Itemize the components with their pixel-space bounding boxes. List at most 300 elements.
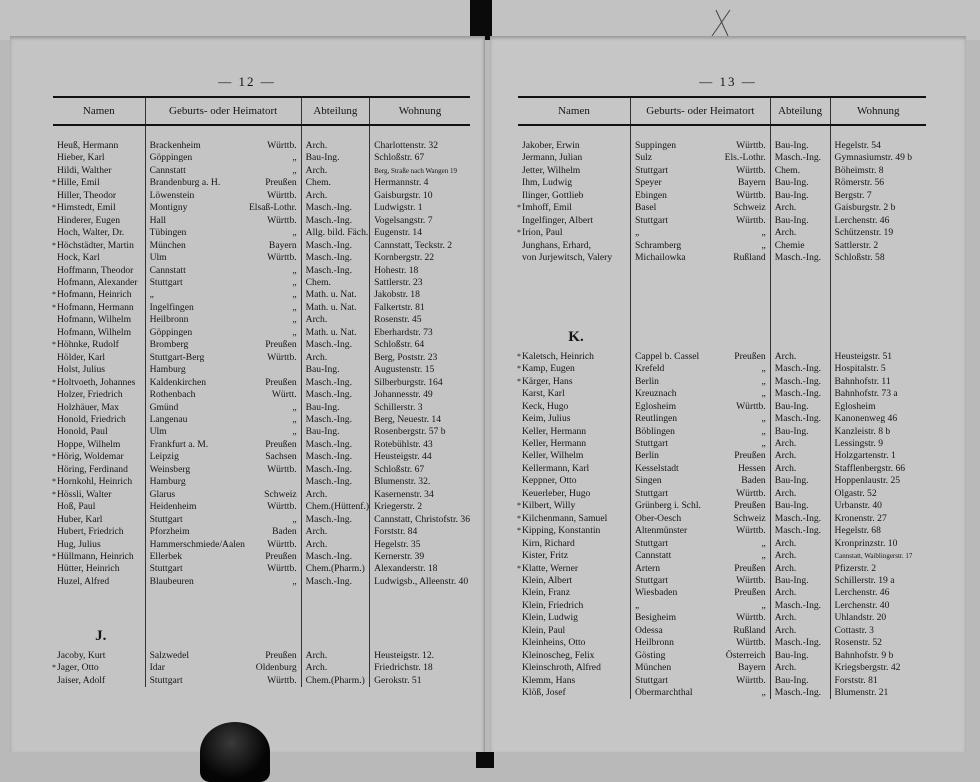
department: Masch.-Ing. <box>770 525 830 537</box>
column-header-residence: Wohnung <box>830 97 926 125</box>
birthplace: Brandenburg a. H. <box>145 177 245 189</box>
birthplace: Singen <box>631 475 713 487</box>
column-header-birthplace: Geburts- oder Heimatort <box>145 97 301 125</box>
table-row <box>518 152 926 164</box>
table-row <box>518 240 926 252</box>
student-name: Kleinheins, Otto <box>522 637 586 649</box>
department: Bau-Ing. <box>770 500 830 512</box>
residence-address: Stafflenbergstr. 66 <box>830 463 926 475</box>
department: Bau-Ing. <box>301 152 369 164</box>
student-roster-table <box>53 96 470 687</box>
birthplace: Speyer <box>631 177 713 189</box>
student-name: Klöß, Josef <box>522 687 566 699</box>
department: Arch. <box>770 227 830 239</box>
birthplace: Ingelfingen <box>145 302 245 314</box>
student-name: Keppner, Otto <box>522 475 577 487</box>
department: Arch. <box>301 190 369 202</box>
column-header-names: Namen <box>53 97 145 125</box>
asterisk-marker: * <box>517 376 521 386</box>
birthplace: Hall <box>145 215 245 227</box>
residence-address: Lerchenstr. 46 <box>830 215 926 227</box>
residence-address: Kronprinzstr. 10 <box>830 538 926 550</box>
home-state: „ <box>292 413 297 425</box>
department: Arch. <box>770 587 830 599</box>
residence-address: Blumenstr. 32. <box>370 476 470 488</box>
column-header-department: Abteilung <box>301 97 369 125</box>
home-state: „ <box>292 513 297 525</box>
residence-address: Bahnhofstr. 11 <box>830 376 926 388</box>
home-state: Württb. <box>736 637 766 649</box>
department: Bau-Ing. <box>301 402 369 414</box>
residence-address: Eglosheim <box>830 401 926 413</box>
department: Arch. <box>770 550 830 562</box>
home-state: Württb. <box>267 563 297 575</box>
home-state <box>245 364 301 376</box>
table-row <box>53 551 470 563</box>
residence-address: Falkertstr. 81 <box>370 302 470 314</box>
student-name: Kirn, Richard <box>522 537 575 549</box>
residence-address: Schillerstr. 3 <box>370 402 470 414</box>
student-name: Hofmann, Heinrich <box>57 289 132 301</box>
home-state: „ <box>292 326 297 338</box>
table-row <box>518 177 926 189</box>
table-row <box>53 152 470 164</box>
department: Allg. bild. Fäch. <box>301 227 369 239</box>
home-state: Preußen <box>265 339 297 351</box>
birthplace: Gmünd <box>145 402 245 414</box>
home-state: Schweiz <box>733 512 766 524</box>
table-row <box>53 277 470 289</box>
section-letter-row <box>518 327 926 351</box>
student-name: Jakober, Erwin <box>522 140 580 151</box>
birthplace: Glarus <box>145 489 245 501</box>
table-row <box>518 363 926 375</box>
department: Bau-Ing. <box>770 575 830 587</box>
residence-address: Cannstatt, Waiblingerstr. 17 <box>830 550 926 562</box>
department: Masch.-Ing. <box>770 637 830 649</box>
table-header-row <box>53 97 470 125</box>
student-name: Hoch, Walter, Dr. <box>57 227 125 239</box>
home-state: „ <box>292 301 297 313</box>
department: Masch.-Ing. <box>770 687 830 699</box>
asterisk-marker: * <box>52 203 56 213</box>
student-name: Klemm, Hans <box>522 674 576 686</box>
residence-address: Cottastr. 3 <box>830 625 926 637</box>
student-name: Hock, Karl <box>57 252 100 264</box>
table-row <box>53 576 470 588</box>
table-row <box>53 526 470 538</box>
birthplace: Sulz <box>631 152 713 164</box>
residence-address: Hegelstr. 35 <box>370 539 470 551</box>
department: Masch.-Ing. <box>770 388 830 400</box>
birthplace: Heilbronn <box>145 314 245 326</box>
blank-row <box>53 601 470 613</box>
student-name: Hug, Julius <box>57 538 101 550</box>
birthplace: Blaubeuren <box>145 576 245 588</box>
home-state: „ <box>292 227 297 239</box>
student-name: Holst, Julius <box>57 364 105 376</box>
residence-address: Berg, Straße nach Wangen 19 <box>370 165 470 177</box>
birthplace: Berlin <box>631 450 713 462</box>
table-row <box>518 500 926 512</box>
birthplace: Hamburg <box>145 364 245 376</box>
department: Arch. <box>301 650 369 662</box>
student-name: Klein, Ludwig <box>522 612 578 624</box>
department: Chem.(Pharm.) <box>301 675 369 687</box>
student-name: Jaiser, Adolf <box>57 674 106 686</box>
asterisk-marker: * <box>517 563 521 573</box>
asterisk-marker: * <box>517 513 521 523</box>
residence-address: Hegelstr. 54 <box>830 140 926 152</box>
table-row <box>53 451 470 463</box>
department: Masch.-Ing. <box>301 476 369 488</box>
department: Bau-Ing. <box>770 215 830 227</box>
thumb-holding-page <box>200 722 270 782</box>
department: Math. u. Nat. <box>301 302 369 314</box>
department: Bau-Ing. <box>770 675 830 687</box>
student-name: Imhoff, Emil <box>522 202 572 214</box>
home-state: Württb. <box>267 674 297 686</box>
student-name: Keller, Wilhelm <box>522 450 584 462</box>
table-row <box>53 202 470 214</box>
table-row <box>518 513 926 525</box>
department: Bau-Ing. <box>770 475 830 487</box>
residence-address: Johannesstr. 49 <box>370 389 470 401</box>
asterisk-marker: * <box>52 178 56 188</box>
department: Arch. <box>301 539 369 551</box>
residence-address: Schillerstr. 19 a <box>830 575 926 587</box>
department: Arch. <box>301 165 369 177</box>
department: Masch.-Ing. <box>301 240 369 252</box>
residence-address: Gerokstr. 51 <box>370 675 470 687</box>
residence-address: Rotebühlstr. 43 <box>370 439 470 451</box>
department: Chem. <box>301 177 369 189</box>
table-row <box>518 376 926 388</box>
birthplace: Bromberg <box>145 339 245 351</box>
home-state: „ <box>761 239 766 251</box>
birthplace: Stuttgart-Berg <box>145 352 245 364</box>
home-state: Preußen <box>265 649 297 661</box>
department: Arch. <box>770 612 830 624</box>
department: Masch.-Ing. <box>301 464 369 476</box>
student-name: Irion, Paul <box>522 227 563 239</box>
department: Masch.-Ing. <box>301 414 369 426</box>
residence-address: Kanzleistr. 8 b <box>830 426 926 438</box>
birthplace: „ <box>631 600 713 612</box>
table-row <box>518 550 926 562</box>
birthplace: Frankfurt a. M. <box>145 439 245 451</box>
residence-address: Hohestr. 18 <box>370 265 470 277</box>
residence-address: Hoppenlaustr. 25 <box>830 475 926 487</box>
residence-address: Kriegsbergstr. 42 <box>830 662 926 674</box>
department: Chemie <box>770 240 830 252</box>
department: Math. u. Nat. <box>301 327 369 339</box>
birthplace: Böblingen <box>631 426 713 438</box>
table-row <box>518 165 926 177</box>
department: Masch.-Ing. <box>301 202 369 214</box>
asterisk-marker: * <box>52 551 56 561</box>
department: Arch. <box>770 202 830 214</box>
residence-address: Augustenstr. 15 <box>370 364 470 376</box>
department: Bau-Ing. <box>301 364 369 376</box>
home-state: Baden <box>741 475 766 487</box>
book-spine-bottom <box>476 752 494 768</box>
table-row <box>53 377 470 389</box>
table-row <box>53 314 470 326</box>
page-right <box>490 36 966 752</box>
residence-address: Lerchenstr. 46 <box>830 587 926 599</box>
home-state: „ <box>292 276 297 288</box>
student-name: Jermann, Julian <box>522 152 583 164</box>
department: Bau-Ing. <box>770 401 830 413</box>
home-state: Württb. <box>736 574 766 586</box>
home-state: Preußen <box>734 500 766 512</box>
residence-address: Heusteigstr. 44 <box>370 451 470 463</box>
student-name: Hüllmann, Heinrich <box>57 550 134 562</box>
student-name: Kärger, Hans <box>522 375 573 387</box>
student-name: Kellermann, Karl <box>522 462 590 474</box>
residence-address: Blumenstr. 21 <box>830 687 926 699</box>
student-name: Kilbert, Willy <box>522 500 576 512</box>
blank-row <box>53 613 470 625</box>
residence-address: Cannstatt, Teckstr. 2 <box>370 240 470 252</box>
page-left <box>10 36 485 752</box>
student-name: Hoffmann, Theodor <box>57 264 134 276</box>
student-name: Kamp, Eugen <box>522 363 575 375</box>
residence-address: Sattlerstr. 23 <box>370 277 470 289</box>
birthplace: Altenmünster <box>631 525 713 537</box>
table-row <box>53 265 470 277</box>
home-state: Württb. <box>736 487 766 499</box>
student-name: Kilchenmann, Samuel <box>522 512 608 524</box>
birthplace: Berlin <box>631 376 713 388</box>
department: Masch.-Ing. <box>301 265 369 277</box>
home-state: Preußen <box>734 587 766 599</box>
asterisk-marker: * <box>517 228 521 238</box>
residence-address: Cannstatt, Christofstr. 36 <box>370 514 470 526</box>
page-number: — 12 — <box>218 74 276 89</box>
home-state: „ <box>761 413 766 425</box>
student-name: Kleinoscheg, Felix <box>522 649 595 661</box>
student-name: Ilinger, Gottlieb <box>522 189 584 201</box>
department: Masch.-Ing. <box>770 513 830 525</box>
home-state: Hessen <box>737 462 766 474</box>
asterisk-marker: * <box>517 501 521 511</box>
birthplace: Pforzheim <box>145 526 245 538</box>
table-row <box>518 637 926 649</box>
department: Arch. <box>770 538 830 550</box>
department: Masch.-Ing. <box>770 376 830 388</box>
table-row <box>518 227 926 239</box>
table-row <box>53 289 470 301</box>
residence-address: Kasernenstr. 34 <box>370 489 470 501</box>
table-row <box>53 501 470 513</box>
home-state: „ <box>761 227 766 239</box>
birthplace: Ober-Oesch <box>631 513 713 525</box>
department: Masch.-Ing. <box>301 439 369 451</box>
department: Arch. <box>770 662 830 674</box>
table-row <box>53 327 470 339</box>
asterisk-marker: * <box>52 477 56 487</box>
residence-address: Sattlerstr. 2 <box>830 240 926 252</box>
birthplace: Stuttgart <box>631 215 713 227</box>
home-state: „ <box>761 687 766 699</box>
residence-address: Vogelsangstr. 7 <box>370 215 470 227</box>
birthplace: Suppingen <box>631 140 713 152</box>
table-row <box>53 563 470 575</box>
home-state: Bayern <box>737 177 766 189</box>
home-state: Preußen <box>265 376 297 388</box>
department: Masch.-Ing. <box>770 152 830 164</box>
birthplace: Ulm <box>145 426 245 438</box>
residence-address: Schloßstr. 67 <box>370 152 470 164</box>
student-name: Hildi, Walther <box>57 164 112 176</box>
residence-address: Kornbergstr. 22 <box>370 252 470 264</box>
student-name: Hille, Emil <box>57 177 100 189</box>
birthplace: Salzwedel <box>145 650 245 662</box>
blank-row <box>518 314 926 326</box>
residence-address: Schloßstr. 67 <box>370 464 470 476</box>
home-state: „ <box>292 314 297 326</box>
student-name: Keller, Hermann <box>522 425 587 437</box>
student-name: Hofmann, Hermann <box>57 301 134 313</box>
column-header-birthplace: Geburts- oder Heimatort <box>631 97 771 125</box>
student-name: Höchstädter, Martin <box>57 239 134 251</box>
home-state: „ <box>761 363 766 375</box>
residence-address: Schloßstr. 58 <box>830 252 926 264</box>
home-state: Preußen <box>265 177 297 189</box>
pencil-x-mark <box>708 8 738 38</box>
asterisk-marker: * <box>517 364 521 374</box>
birthplace: Leipzig <box>145 451 245 463</box>
column-header-residence: Wohnung <box>370 97 470 125</box>
department: Arch. <box>301 140 369 152</box>
home-state: Elsaß-Lothr. <box>248 202 297 214</box>
birthplace: Kesselstadt <box>631 463 713 475</box>
residence-address: Gaisburgstr. 2 b <box>830 202 926 214</box>
column-header-department: Abteilung <box>770 97 830 125</box>
student-name: Höring, Ferdinand <box>57 463 128 475</box>
department: Chem. <box>301 277 369 289</box>
home-state: Baden <box>272 526 297 538</box>
table-row <box>53 476 470 488</box>
residence-address: Kriegerstr. 2 <box>370 501 470 513</box>
residence-address: Römerstr. 56 <box>830 177 926 189</box>
department: Masch.-Ing. <box>301 389 369 401</box>
residence-address: Gaisburgstr. 10 <box>370 190 470 202</box>
department: Bau-Ing. <box>770 177 830 189</box>
residence-address: Ludwigstr. 1 <box>370 202 470 214</box>
student-name: Hornkohl, Heinrich <box>57 476 133 488</box>
home-state: „ <box>761 550 766 562</box>
department: Math. u. Nat. <box>301 289 369 301</box>
student-name: Himstedt, Emil <box>57 202 116 214</box>
home-state: Württb. <box>267 214 297 226</box>
student-name: Hössli, Walter <box>57 488 112 500</box>
birthplace: Eglosheim <box>631 401 713 413</box>
table-row <box>518 600 926 612</box>
department: Masch.-Ing. <box>301 339 369 351</box>
student-name: Honold, Friedrich <box>57 413 126 425</box>
asterisk-marker: * <box>517 351 521 361</box>
student-name: Hinderer, Eugen <box>57 214 121 226</box>
home-state: Bayern <box>268 239 297 251</box>
home-state: „ <box>292 401 297 413</box>
home-state: „ <box>292 289 297 301</box>
birthplace: Gösting <box>631 650 713 662</box>
department: Bau-Ing. <box>301 426 369 438</box>
student-name: Keuerleber, Hugo <box>522 487 591 499</box>
student-name: Keim, Julius <box>522 413 571 425</box>
home-state: Rußland <box>733 624 766 636</box>
home-state: „ <box>292 164 297 176</box>
section-letter: J. <box>95 627 107 644</box>
residence-address: Kernerstr. 39 <box>370 551 470 563</box>
table-row <box>53 414 470 426</box>
department: Chem.(Pharm.) <box>301 563 369 575</box>
birthplace: Basel <box>631 202 713 214</box>
birthplace: Stuttgart <box>631 438 713 450</box>
student-name: Ingelfinger, Albert <box>522 214 594 226</box>
department: Arch. <box>301 314 369 326</box>
student-name: Klatte, Werner <box>522 562 579 574</box>
table-row <box>518 426 926 438</box>
home-state: Preußen <box>265 550 297 562</box>
student-name: Jager, Otto <box>57 662 99 674</box>
table-row <box>53 389 470 401</box>
table-row <box>53 302 470 314</box>
table-row <box>53 539 470 551</box>
table-row <box>518 650 926 662</box>
table-row <box>53 514 470 526</box>
department: Masch.-Ing. <box>770 413 830 425</box>
student-name: Hörig, Woldemar <box>57 451 124 463</box>
home-state: „ <box>761 425 766 437</box>
residence-address: Kronenstr. 27 <box>830 513 926 525</box>
birthplace: „ <box>145 289 245 301</box>
department: Arch. <box>770 450 830 462</box>
birthplace: Cannstatt <box>145 165 245 177</box>
home-state: Preußen <box>265 438 297 450</box>
student-name: Klein, Friedrich <box>522 599 584 611</box>
table-row <box>53 252 470 264</box>
home-state: Württb. <box>736 189 766 201</box>
birthplace: „ <box>631 227 713 239</box>
blank-row <box>518 265 926 277</box>
asterisk-marker: * <box>52 663 56 673</box>
table-row <box>53 352 470 364</box>
department: Masch.-Ing. <box>301 451 369 463</box>
residence-address: Böheimstr. 8 <box>830 165 926 177</box>
table-row <box>53 215 470 227</box>
student-name: von Jurjewitsch, Valery <box>522 252 613 264</box>
department: Masch.-Ing. <box>301 551 369 563</box>
home-state: Württb. <box>736 214 766 226</box>
student-name: Klein, Franz <box>522 587 570 599</box>
residence-address: Hermannstr. 4 <box>370 177 470 189</box>
table-row <box>518 538 926 550</box>
table-row <box>53 650 470 662</box>
home-state: Württb. <box>267 140 297 151</box>
birthplace: Idar <box>145 662 245 674</box>
department: Arch. <box>301 662 369 674</box>
residence-address: Bergstr. 7 <box>830 190 926 202</box>
department: Chem. <box>770 165 830 177</box>
home-state: Preußen <box>734 450 766 462</box>
residence-address: Silberburgstr. 164 <box>370 377 470 389</box>
table-row <box>53 489 470 501</box>
residence-address: Hegelstr. 68 <box>830 525 926 537</box>
